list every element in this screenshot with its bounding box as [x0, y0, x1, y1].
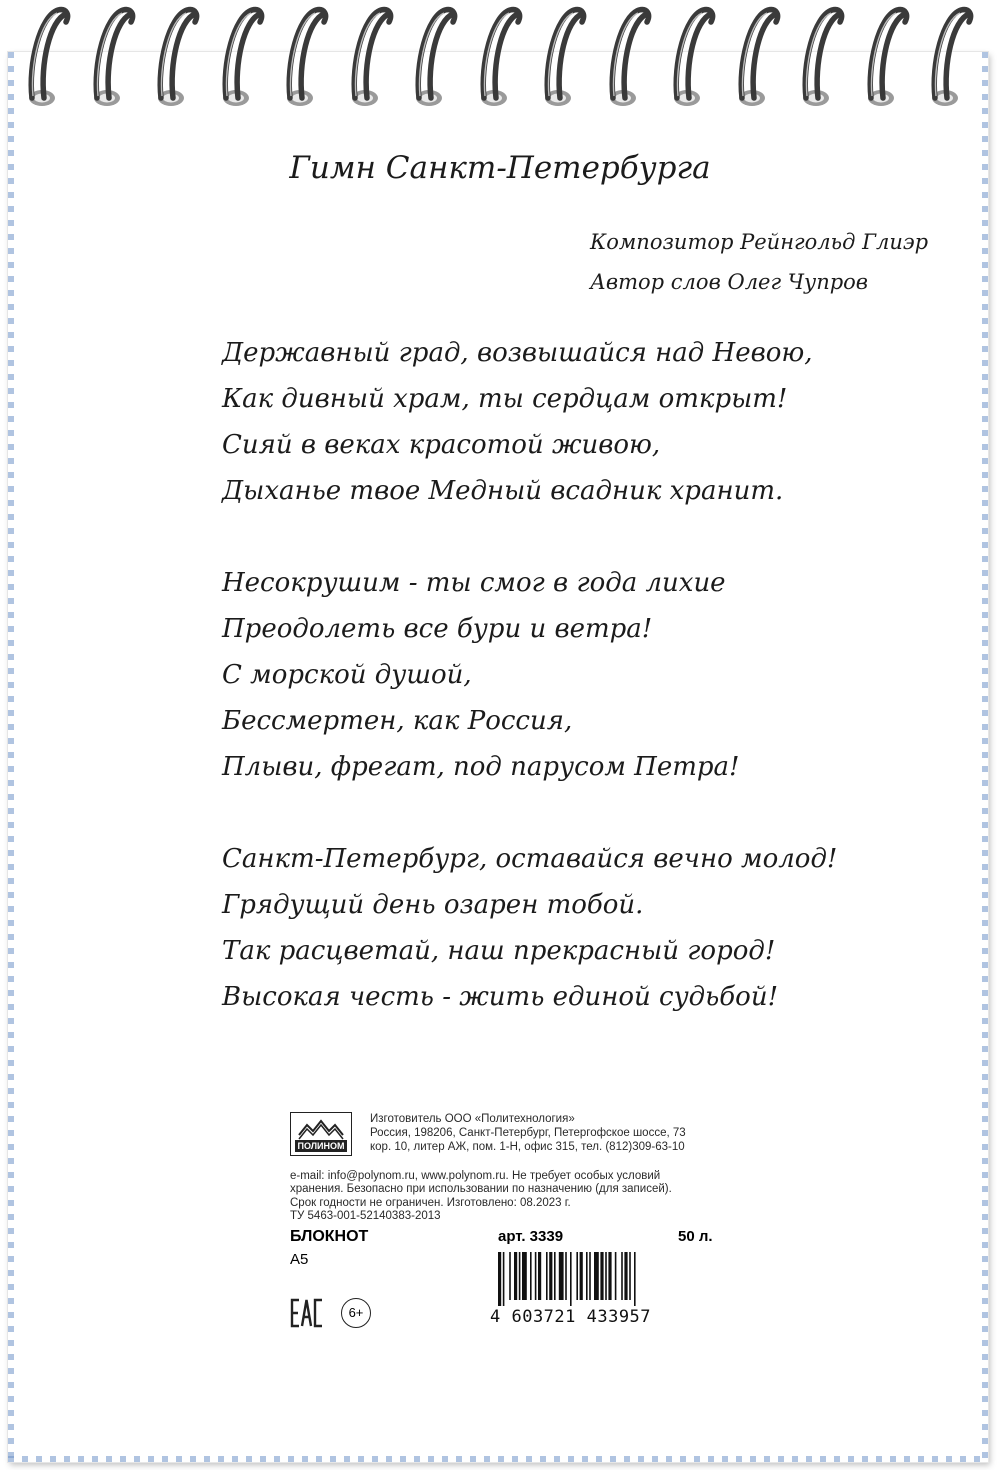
barcode-bar: [554, 1252, 556, 1300]
barcode-bar: [608, 1252, 611, 1300]
storage-line: e-mail: info@polynom.ru, www.polynom.ru. Не требует особых условий: [290, 1170, 661, 1182]
barcode-bar: [535, 1252, 537, 1300]
barcode-bar: [570, 1252, 572, 1306]
manufacturer-line: кор. 10, литер АЖ, пом. 1-Н, офис 315, тел. (812)309-63-10: [370, 1141, 685, 1153]
lyric-line: Дыханье твое Медный всадник хранит.: [222, 476, 784, 506]
barcode-bar: [605, 1252, 607, 1300]
barcode-bar: [498, 1252, 501, 1306]
spiral-ring-icon: [728, 4, 786, 112]
storage-line: хранения. Безопасно при использовании по назначению (для записей).: [290, 1183, 672, 1196]
barcode-bar: [624, 1252, 627, 1300]
spiral-ring-icon: [276, 4, 334, 112]
manufacturer-line: Россия, 198206, Санкт-Петербург, Петергофское шоссе, 73: [370, 1127, 686, 1139]
left-edge-stitch: [8, 52, 14, 1462]
spiral-ring-icon: [341, 4, 399, 112]
spiral-ring-icon: [18, 4, 76, 112]
stanza-1: [222, 330, 837, 514]
age-rating-badge: 6+: [341, 1298, 371, 1328]
barcode-bar: [629, 1252, 631, 1300]
barcode-bar: [565, 1252, 567, 1300]
barcode-bar: [621, 1252, 623, 1300]
stanza-3: [222, 836, 837, 1020]
lyric-line: С морской душой,: [222, 660, 472, 690]
anthem-title: Гимн Санкт-Петербурга: [289, 150, 711, 186]
barcode-number: 4 603721 433957: [490, 1307, 652, 1327]
credits-block: [590, 222, 928, 302]
lyric-line: Как дивный храм, ты сердцам открыт!: [222, 384, 788, 414]
barcode-bar: [600, 1252, 603, 1300]
spiral-ring-icon: [792, 4, 850, 112]
spiral-binding: [0, 0, 1000, 120]
spiral-ring-icon: [534, 4, 592, 112]
barcode-bar: [615, 1252, 617, 1300]
product-name: БЛОКНОТ: [290, 1228, 369, 1245]
manufacturer-info: [370, 1112, 720, 1154]
spiral-ring-icon: [470, 4, 528, 112]
lyric-line: Санкт-Петербург, оставайся вечно молод!: [222, 844, 838, 874]
logo-text: ПОЛИНОМ: [295, 1140, 347, 1152]
manufacturer-line: Изготовитель ООО «Политехнология»: [370, 1113, 575, 1125]
spiral-ring-icon: [83, 4, 141, 112]
spiral-ring-icon: [663, 4, 721, 112]
stanza-2: [222, 560, 837, 790]
barcode-bar: [522, 1252, 527, 1300]
lyrics-block: [222, 330, 837, 1066]
lyric-line: Преодолеть все бури и ветра!: [222, 614, 653, 644]
spiral-ring-icon: [147, 4, 205, 112]
barcode-bar: [549, 1252, 552, 1300]
barcode-bar: [580, 1252, 583, 1300]
barcode-bar: [530, 1252, 532, 1300]
article-number: арт. 3339: [498, 1228, 564, 1245]
page-count: 50 л.: [678, 1228, 713, 1245]
lyric-line: Державный град, возвышайся над Невою,: [222, 338, 813, 368]
spiral-ring-icon: [405, 4, 463, 112]
barcode-icon: [496, 1252, 706, 1306]
barcode-bar: [586, 1252, 588, 1300]
barcode-bar: [509, 1252, 511, 1300]
barcode-bar: [576, 1252, 578, 1300]
right-edge-stitch: [982, 52, 988, 1462]
bottom-edge-stitch: [8, 1456, 988, 1462]
storage-line: ТУ 5463-001-52140383-2013: [290, 1210, 441, 1223]
lyric-line: Несокрушим - ты смог в года лихие: [222, 568, 726, 598]
barcode-bar: [634, 1252, 636, 1306]
barcode-bar: [514, 1252, 517, 1300]
barcode-bar: [594, 1252, 599, 1300]
barcode-bar: [503, 1252, 505, 1306]
spiral-ring-icon: [212, 4, 270, 112]
lyric-line: Грядущий день озарен тобой.: [222, 890, 644, 920]
composer-credit: Композитор Рейнгольд Глиэр: [590, 230, 929, 254]
lyric-line: Плыви, фрегат, под парусом Петра!: [222, 752, 740, 782]
spiral-ring-icon: [857, 4, 915, 112]
lyric-line: Так расцветай, наш прекрасный город!: [222, 936, 776, 966]
spiral-ring-icon: [921, 4, 979, 112]
spiral-ring-icon: [599, 4, 657, 112]
barcode-bar: [538, 1252, 541, 1300]
product-format: А5: [290, 1251, 309, 1268]
barcode-bar: [519, 1252, 521, 1300]
storage-info: [290, 1170, 730, 1224]
lyricist-credit: Автор слов Олег Чупров: [590, 270, 869, 294]
storage-line: Срок годности не ограничен. Изготовлено: 08.2023 г.: [290, 1196, 571, 1209]
lyric-line: Высокая честь - жить единой судьбой!: [222, 982, 779, 1012]
barcode-bar: [559, 1252, 564, 1300]
polynom-logo: [290, 1112, 352, 1156]
mountain-icon: [297, 1117, 345, 1141]
lyric-line: Бессмертен, как Россия,: [222, 706, 573, 736]
barcode-bar: [546, 1252, 548, 1300]
eac-mark-icon: [290, 1296, 324, 1330]
barcode-bar: [589, 1252, 591, 1300]
lyric-line: Сияй в веках красотой живою,: [222, 430, 661, 460]
